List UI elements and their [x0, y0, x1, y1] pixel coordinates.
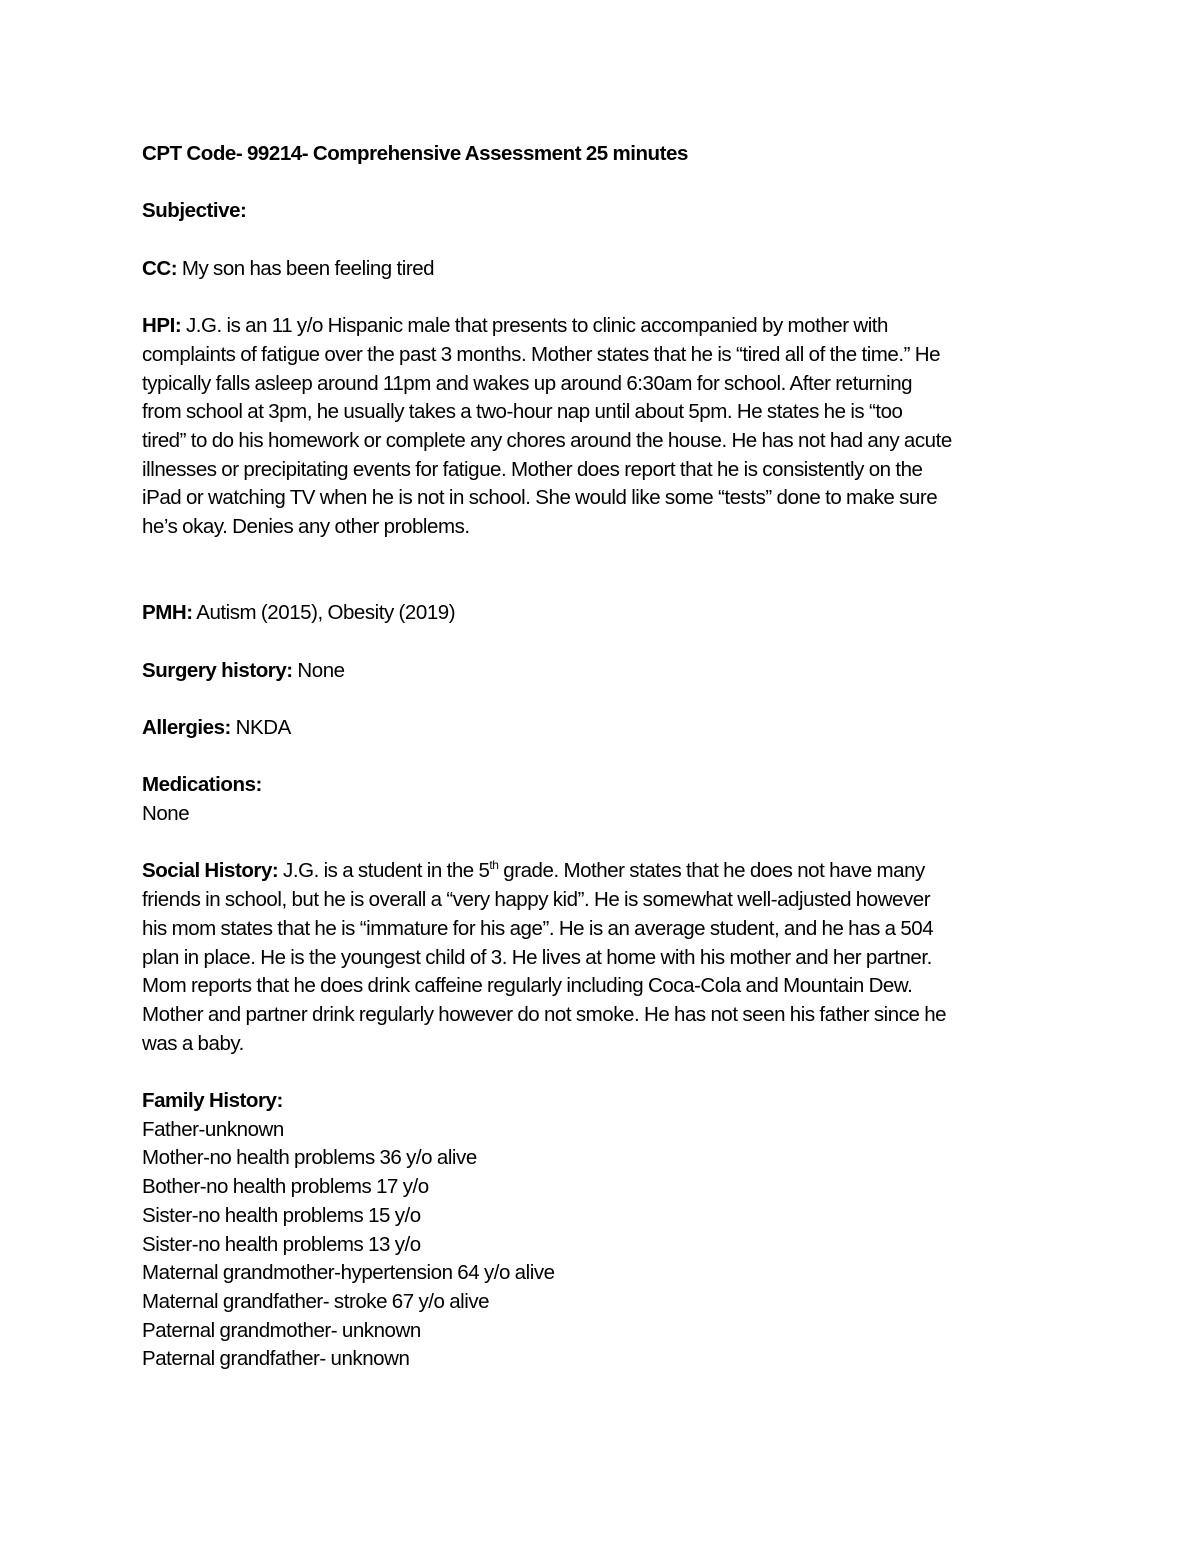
hpi-line: from school at 3pm, he usually takes a two-hour nap until about 5pm. He states he is “too: [142, 400, 903, 424]
social-history-line: plan in place. He is the youngest child of 3. He lives at home with his mother and her partner.: [142, 945, 932, 969]
document-title: CPT Code- 99214- Comprehensive Assessment 25 minutes: [142, 142, 688, 165]
family-history-item: Sister-no health problems 15 y/o: [142, 1203, 421, 1227]
spacer: [142, 169, 1072, 198]
surgery-history-section: [142, 657, 1072, 686]
family-history-item: Maternal grandfather- stroke 67 y/o alive: [142, 1289, 490, 1313]
spacer: [142, 283, 1072, 312]
family-history-item: Paternal grandfather- unknown: [142, 1347, 410, 1371]
spacer: [142, 685, 1072, 714]
cc-label: CC:: [142, 256, 178, 280]
spacer: [142, 1058, 1072, 1087]
subjective-heading: Subjective:: [142, 199, 247, 223]
hpi-line: he’s okay. Denies any other problems.: [142, 515, 470, 539]
spacer: [142, 226, 1072, 255]
hpi-label: HPI:: [142, 314, 182, 338]
family-history-item: Bother-no health problems 17 y/o: [142, 1175, 429, 1199]
social-history-line: Mother and partner drink regularly however do not smoke. He has not seen his father since he: [142, 1002, 947, 1026]
medications-text: None: [142, 802, 190, 826]
social-history-label: Social History:: [142, 859, 279, 883]
allergies-section: [142, 714, 1072, 743]
allergies-text: NKDA: [235, 715, 291, 739]
spacer: [142, 743, 1072, 772]
family-history-section: [142, 1087, 1072, 1374]
spacer: [142, 628, 1072, 657]
spacer: [142, 829, 1072, 858]
hpi-line: [142, 312, 1072, 341]
surgery-history-label: Surgery history:: [142, 658, 293, 682]
hpi-line: typically falls asleep around 11pm and wakes up around 6:30am for school. After returning: [142, 371, 913, 395]
family-history-item: Maternal grandmother-hypertension 64 y/o alive: [142, 1261, 555, 1285]
medications-section: [142, 771, 1072, 828]
ordinal-superscript: th: [489, 858, 499, 873]
social-history-line: was a baby.: [142, 1031, 244, 1055]
cc-text: My son has been feeling tired: [181, 256, 435, 280]
allergies-label: Allergies:: [142, 715, 231, 739]
family-history-item: Paternal grandmother- unknown: [142, 1318, 421, 1342]
family-history-item: Father-unknown: [142, 1117, 284, 1141]
document-page: [142, 140, 1072, 1374]
spacer: [142, 542, 1072, 599]
pmh-text: Autism (2015), Obesity (2019): [196, 601, 456, 625]
social-history-line: his mom states that he is “immature for his age”. He is an average student, and he has a 504: [142, 916, 934, 940]
social-history-text: grade. Mother states that he does not have many: [498, 859, 925, 883]
hpi-line: iPad or watching TV when he is not in school. She would like some “tests” done to make sure: [142, 486, 938, 510]
hpi-line: complaints of fatigue over the past 3 months. Mother states that he is “tired all of the time.” He: [142, 342, 941, 366]
social-history-text: J.G. is a student in the 5: [283, 859, 490, 883]
cc-section: [142, 255, 1072, 284]
pmh-label: PMH:: [142, 601, 193, 625]
hpi-section: [142, 312, 1072, 542]
surgery-history-text: None: [297, 658, 345, 682]
medications-label: Medications:: [142, 773, 262, 797]
hpi-line: tired” to do his homework or complete any chores around the house. He has not had any acute: [142, 428, 952, 452]
social-history-line: [142, 857, 1072, 886]
hpi-text: J.G. is an 11 y/o Hispanic male that presents to clinic accompanied by mother with: [185, 314, 888, 338]
hpi-line: illnesses or precipitating events for fatigue. Mother does report that he is consistently on the: [142, 457, 923, 481]
family-history-item: Sister-no health problems 13 y/o: [142, 1232, 421, 1256]
pmh-section: [142, 599, 1072, 628]
family-history-label: Family History:: [142, 1089, 283, 1113]
social-history-section: [142, 857, 1072, 1058]
family-history-item: Mother-no health problems 36 y/o alive: [142, 1146, 477, 1170]
social-history-line: friends in school, but he is overall a “very happy kid”. He is somewhat well-adjusted however: [142, 888, 931, 912]
social-history-line: Mom reports that he does drink caffeine regularly including Coca-Cola and Mountain Dew.: [142, 974, 913, 998]
